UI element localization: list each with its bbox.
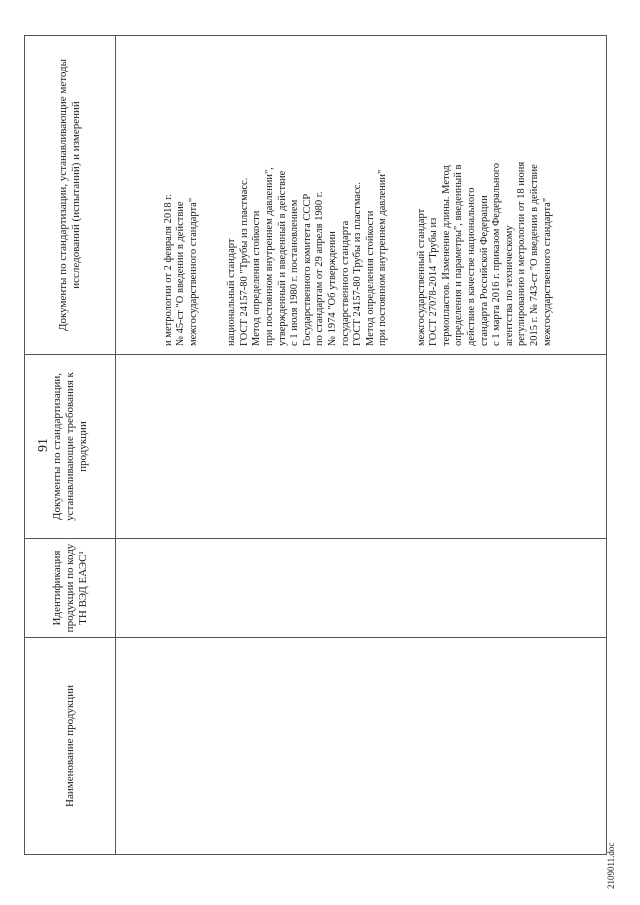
standards-table xyxy=(24,35,607,855)
table-row xyxy=(116,36,607,855)
cell-tn-ved-code xyxy=(116,539,607,638)
table-header-row xyxy=(25,36,116,855)
page-number: 91 xyxy=(36,438,51,452)
test-method-paragraph: и метрологии от 2 февраля 2018 г. № 45-ст "О введении в действие межгосударственного стандарта" xyxy=(162,194,200,346)
header-requirement-documents: Документы по стандартизации, устанавливающие требования к продукции xyxy=(25,355,116,539)
cell-product-name xyxy=(116,638,607,855)
cell-requirement-documents xyxy=(116,355,607,539)
header-test-method-documents: Документы по стандартизации, устанавливающие методы исследований (испытаний) и измерений xyxy=(25,36,116,355)
file-name-label: 2109011.doc xyxy=(606,842,616,889)
cell-test-method-documents xyxy=(116,36,607,355)
header-tn-ved-code: Идентификация продукции по коду ТН ВЭД ЕАЭС¹ xyxy=(25,539,116,638)
test-method-paragraph: национальный стандарт ГОСТ 24157-80 "Трубы из пластмасс. Метод определения стойкости при постоянном внутреннем давлении", утвержденный и введенный в действие с 1 июля 1980 г. постановлением Государственного комитета СССР по стандартам от 29 апреля 1980 г. № 1974 "Об утверждении государственного стандарта ГОСТ 24157-80 Трубы из пластмасс. Метод определения стойкости при постоянном внутреннем давлении" xyxy=(226,167,389,346)
header-product-name: Наименование продукции xyxy=(25,638,116,855)
test-method-paragraph: межгосударственный стандарт ГОСТ 27078-2014 "Трубы из термопластов. Изменение длины. Метод определения и параметры", введенный в действие в качестве национального стандарта Российской Федерации с 1 марта 2016 г. приказом Федерального агентства по техническому регулированию и метрологии от 18 июня 2015 г. № 743-ст "О введении в действие межгосударственного стандарта" xyxy=(415,161,553,346)
